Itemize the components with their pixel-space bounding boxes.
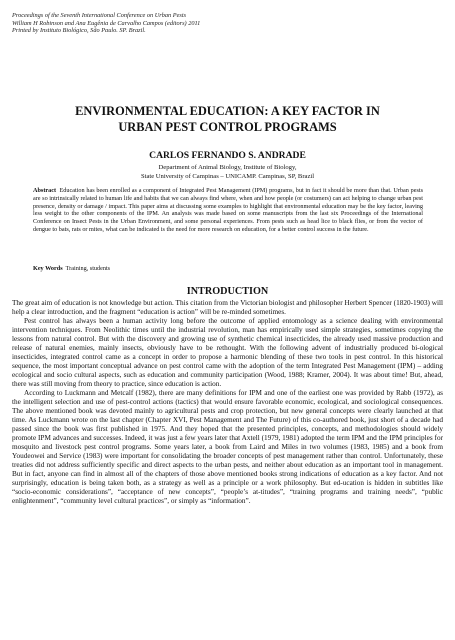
abstract-label: Abstract bbox=[33, 187, 57, 194]
introduction-body bbox=[12, 299, 443, 506]
keywords-label: Key Words bbox=[33, 265, 63, 272]
title-line-2: URBAN PEST CONTROL PROGRAMS bbox=[118, 120, 337, 134]
proceedings-line: Proceedings of the Seventh International Conference on Urban Pests bbox=[12, 12, 187, 19]
paragraph: The great aim of education is not knowledge but action. This citation from the Victorian biologist and philosopher Herbert Spencer (1820-1903) will help a clear introduction, and the fragment “education is action” will be re-minded sometimes. bbox=[12, 299, 443, 317]
keywords bbox=[33, 265, 423, 272]
author-name: CARLOS FERNANDO S. ANDRADE bbox=[149, 150, 306, 161]
proceedings-header bbox=[12, 12, 442, 35]
title-line-1: ENVIRONMENTAL EDUCATION: A KEY FACTOR IN bbox=[75, 104, 380, 118]
affiliation-line-1: Department of Animal Biology, Institute of Biology, bbox=[158, 164, 297, 171]
abstract-text: Education has been enrolled as a component of Integrated Pest Management (IPM) programs, but in fact it should be more than that. Urban pests are so intrinsically related to human life and habits that we can always find where, when and how people (or costumers) can act helping to change urban pest presence, density or damage / impact. This paper aims at discussing some examples to highlight that environmental education may be the key factor, leaving less weight to the other components of the IPM. An analysis was made based on some manuscripts from the last six Proceedings of the International Conference on Insect Pests in the Urban Environment, and some personal experiences. From pests such as head lice to black flies, or from the vector of dengue to bats, rats or mites, what can be indicated is the need for more research on education, for a better control success in the future. bbox=[33, 187, 424, 233]
affiliation bbox=[0, 164, 455, 181]
affiliation-line-2: State University of Campinas – UNICAMP. Campinas, SP, Brazil bbox=[140, 172, 315, 180]
abstract bbox=[33, 187, 423, 234]
proceedings-editors-line: William H Robinson and Ana Eugênia de Carvalho Campos (editors) 2011 bbox=[12, 19, 201, 27]
section-heading-introduction: INTRODUCTION bbox=[186, 286, 269, 297]
paper-title bbox=[0, 103, 455, 135]
paragraph: Pest control has always been a human activity long before the outcome of applied entomology as a science dealing with environmental intervention techniques. From Neolithic times until the industrial revolution, man has empirically used simple strategies, sometimes copying the lessons from natural control. But with the discovery and growing use of synthetic chemical insecticides, the already used massive production and release of natural enemies, mainly insects, obviously have to be rethought. With the following advent of industrially produced bi-ological insecticides, integrated control came as a concept in order to propose a harmonic blending of these two tools in pest control. In this historical sequence, the most important conceptual advance on pest control came with the adoption of the term Integrated Pest Management (IPM) – adding ecological and socio cultural aspects, such as education and community participation (Wood, 1988; Kramer, 2004). It was about time! But, ahead, there was still moving from theory to practice, since education is action. bbox=[12, 317, 443, 389]
paragraph: According to Luckmann and Metcalf (1982), there are many definitions for IPM and one of the earliest one was provided by Rabb (1972), as the intelligent selection and use of pest-control actions (tactics) that would ensure favorable economic, ecological, and sociological consequences. The above mentioned book was devoted mainly to agricultural pests and crop protection, but new general concepts were clearly launched at that time. As Luckmann wrote on the last chapter (Chapter XVI, Pest Management and The Future) of this co-authored book, just short of a decade had passed since the book was first published in 1975. And they hoped that the presented principles, concepts, and methodologies should widely promote IPM advances and successes. Indeed, it was just a few years later that Axtell (1979, 1981) adopted the term IPM and the IPM principles for mosquito and livestock pest control programs. Some years later, a book from Laird and Miles in two volumes (1983, 1985) and a book from Youdeowei and Service (1983) were important for consolidating the broader concepts of pest management rather than control. Unfortunately, these treaties did not address sufficiently specific and direct aspects to the urban pests, and neither about education as an important tool in management. But in fact, anyone can find in almost all of the chapters of those above mentioned books strong indications of education as a key factor. And not surprisingly, education is being taken both, as a strategy as well as a principle or a work philosophy. But ed-ucation is hidden in subtitles like “socio-economic considerations”, “acceptance of new concepts”, “people’s at-titudes”, “training programs and training needs”, “public enlightenment”, “community level cultural practices”, or simply as “information”. bbox=[12, 389, 443, 506]
keywords-text: Training, students bbox=[65, 265, 111, 272]
proceedings-printer-line: Printed by Instituto Biológico, São Paulo. SP. Brazil. bbox=[12, 27, 146, 35]
